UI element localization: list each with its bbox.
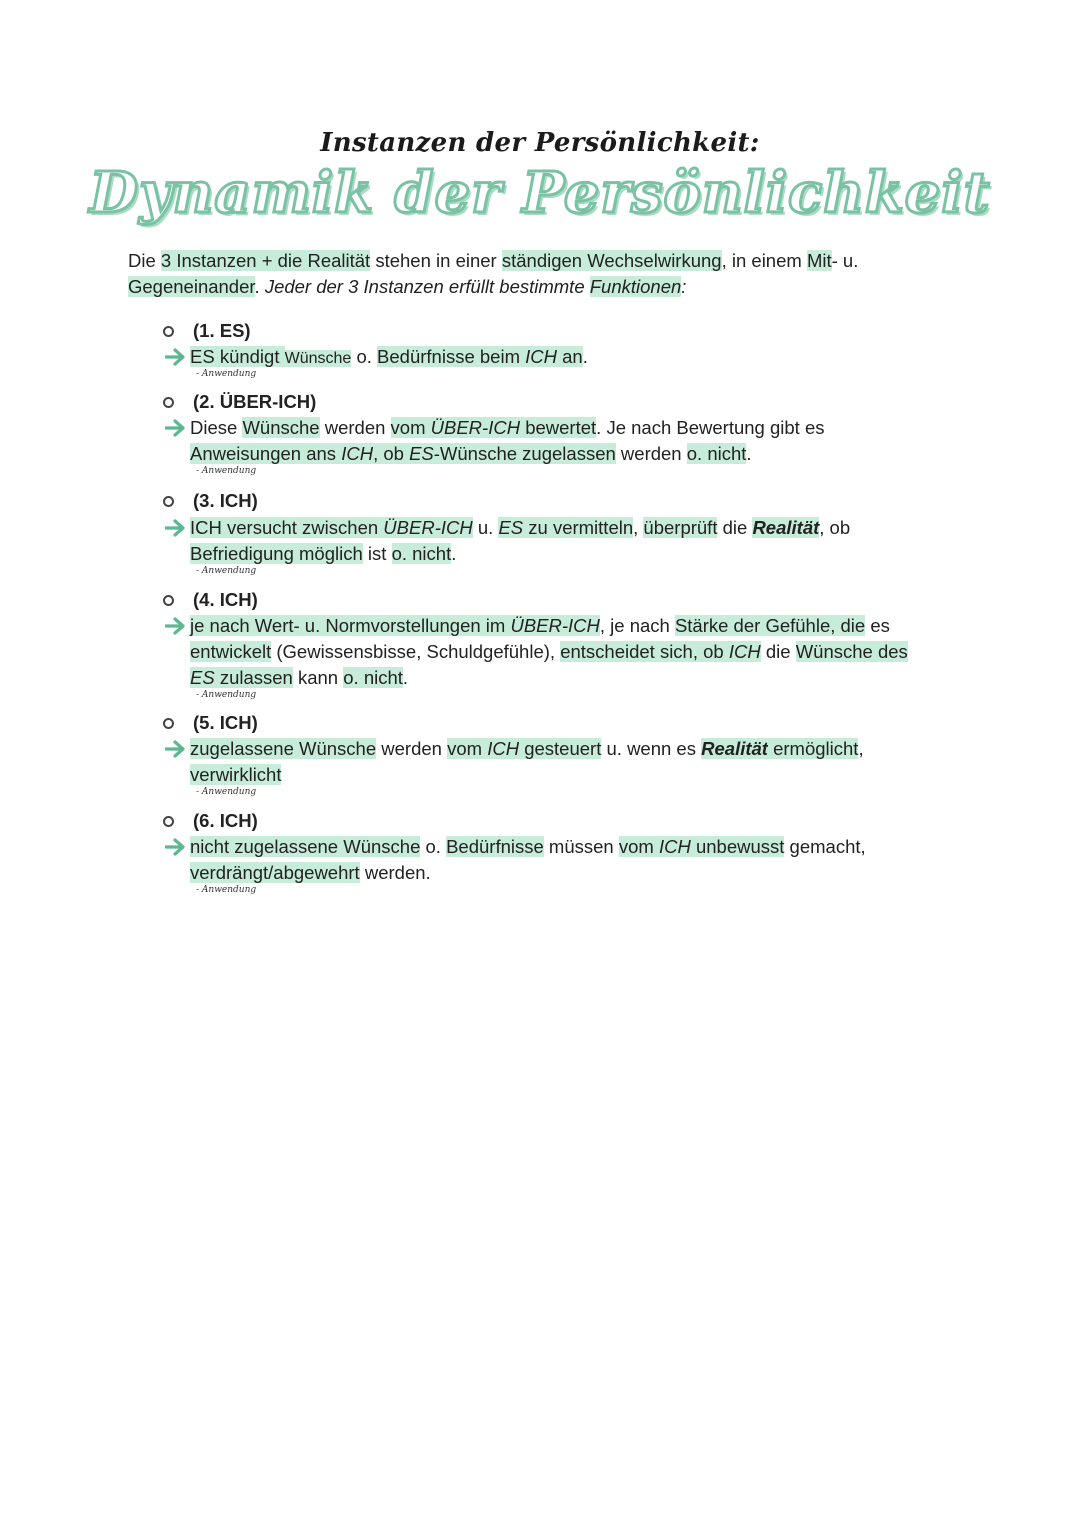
body-text: werden bbox=[615, 443, 687, 464]
annotation-note: - Anwendung bbox=[196, 885, 257, 895]
intro-paragraph bbox=[128, 248, 938, 300]
item-heading bbox=[163, 488, 258, 514]
body-highlight: verdrängt/abgewehrt bbox=[190, 862, 360, 883]
body-highlight: Wünsche des bbox=[795, 641, 908, 662]
body-highlight: , ob bbox=[373, 443, 410, 464]
body-highlight: vom bbox=[390, 417, 431, 438]
body-text: , bbox=[858, 738, 864, 759]
body-text: es bbox=[865, 615, 890, 636]
body-highlight: ÜBER-ICH bbox=[383, 517, 473, 538]
body-highlight: ES bbox=[498, 517, 524, 538]
body-text: kann bbox=[292, 667, 344, 688]
annotation-note: - Anwendung bbox=[196, 566, 257, 576]
item-heading-text: (1. ES) bbox=[193, 320, 251, 341]
body-highlight: ES bbox=[190, 667, 215, 688]
body-highlight: unbewusst bbox=[690, 836, 785, 857]
body-text: müssen bbox=[543, 836, 619, 857]
body-highlight: zulassen bbox=[214, 667, 293, 688]
item-body bbox=[165, 344, 965, 372]
item-body bbox=[165, 736, 965, 788]
item-body bbox=[165, 515, 965, 567]
item-heading-text: (2. ÜBER-ICH) bbox=[193, 391, 317, 412]
intro-text: Jeder der 3 Instanzen erfüllt bestimmte bbox=[264, 276, 590, 297]
item-heading-text: (4. ICH) bbox=[193, 589, 258, 610]
body-text: o. bbox=[420, 836, 447, 857]
item-body bbox=[165, 415, 965, 467]
body-highlight: o. nicht bbox=[686, 443, 747, 464]
body-highlight: ÜBER-ICH bbox=[430, 417, 521, 438]
arrow-right-icon bbox=[165, 347, 187, 367]
intro-highlight: Mit bbox=[806, 250, 832, 271]
item-heading bbox=[163, 587, 258, 613]
body-highlight: o. nicht bbox=[391, 543, 452, 564]
body-text: Diese bbox=[190, 417, 243, 438]
body-highlight: vom bbox=[618, 836, 659, 857]
body-highlight: Anweisungen ans bbox=[190, 443, 342, 464]
body-highlight: vom bbox=[447, 738, 488, 759]
body-highlight: zugelassene Wünsche bbox=[190, 738, 377, 759]
body-highlight: bewertet bbox=[520, 417, 597, 438]
item-body bbox=[165, 834, 965, 886]
body-text: die bbox=[717, 517, 753, 538]
body-highlight: an bbox=[557, 346, 583, 367]
annotation-note: - Anwendung bbox=[196, 369, 257, 379]
item-heading bbox=[163, 318, 251, 344]
body-text: . bbox=[402, 667, 409, 688]
body-text: . bbox=[582, 346, 588, 367]
intro-highlight: Funktionen bbox=[589, 276, 682, 297]
body-highlight: Stärke der Gefühle, die bbox=[674, 615, 866, 636]
body-text: u. wenn es bbox=[601, 738, 702, 759]
annotation-note: - Anwendung bbox=[196, 787, 257, 797]
body-text: , bbox=[633, 517, 644, 538]
body-highlight: ICH bbox=[341, 443, 374, 464]
body-highlight: überprüft bbox=[643, 517, 718, 538]
body-text: , ob bbox=[819, 517, 851, 538]
body-text: (Gewissensbisse, Schuldgefühle), bbox=[271, 641, 561, 662]
bullet-icon bbox=[163, 718, 174, 729]
body-highlight: entwickelt bbox=[190, 641, 272, 662]
intro-highlight: 3 Instanzen + die Realität bbox=[160, 250, 371, 271]
body-highlight: Wünsche bbox=[242, 417, 320, 438]
arrow-right-icon bbox=[165, 418, 187, 438]
body-highlight: Bedürfnisse beim bbox=[377, 346, 526, 367]
body-highlight: Realität bbox=[701, 738, 768, 759]
body-highlight: -Wünsche zugelassen bbox=[433, 443, 616, 464]
arrow-right-icon bbox=[165, 739, 187, 759]
body-highlight: ES bbox=[409, 443, 434, 464]
bullet-icon bbox=[163, 816, 174, 827]
intro-highlight: Gegeneinander bbox=[128, 276, 255, 297]
body-text: ist bbox=[362, 543, 392, 564]
page-subtitle: Instanzen der Persönlichkeit: bbox=[320, 128, 760, 158]
bullet-icon bbox=[163, 496, 174, 507]
body-highlight: gesteuert bbox=[519, 738, 602, 759]
body-text: , je nach bbox=[599, 615, 675, 636]
intro-text: stehen in einer bbox=[370, 250, 502, 271]
body-highlight: zu vermitteln bbox=[523, 517, 634, 538]
body-highlight: ICH bbox=[525, 346, 557, 367]
bullet-icon bbox=[163, 595, 174, 606]
body-highlight: entscheidet sich, ob bbox=[560, 641, 729, 662]
body-text: . bbox=[746, 443, 752, 464]
body-highlight: verwirklicht bbox=[190, 764, 282, 785]
body-highlight: Befriedigung möglich bbox=[190, 543, 363, 564]
body-highlight: ICH bbox=[728, 641, 761, 662]
annotation-note: - Anwendung bbox=[196, 466, 257, 476]
bullet-icon bbox=[163, 326, 174, 337]
body-text: werden bbox=[319, 417, 391, 438]
item-heading-text: (5. ICH) bbox=[193, 712, 258, 733]
bullet-icon bbox=[163, 397, 174, 408]
arrow-right-icon bbox=[165, 837, 187, 857]
annotation-note: - Anwendung bbox=[196, 690, 257, 700]
item-heading bbox=[163, 808, 258, 834]
intro-text: Die bbox=[128, 250, 161, 271]
page-title: Dynamik der Persönlichkeit bbox=[89, 160, 991, 226]
arrow-right-icon bbox=[165, 518, 187, 538]
body-highlight: ICH bbox=[487, 738, 520, 759]
intro-text: . bbox=[254, 276, 265, 297]
item-heading-text: (6. ICH) bbox=[193, 810, 258, 831]
body-highlight: ermöglicht bbox=[767, 738, 859, 759]
intro-text: - u. bbox=[831, 250, 859, 271]
item-heading bbox=[163, 710, 258, 736]
body-text: u. bbox=[472, 517, 499, 538]
body-text: die bbox=[760, 641, 796, 662]
item-body bbox=[165, 613, 965, 691]
body-highlight: ES kündigt bbox=[190, 346, 285, 367]
body-highlight: ICH versucht zwischen bbox=[190, 517, 384, 538]
body-highlight: ÜBER-ICH bbox=[510, 615, 600, 636]
body-text: werden bbox=[376, 738, 448, 759]
body-text: o. bbox=[351, 346, 378, 367]
body-highlight: Bedürfnisse bbox=[446, 836, 544, 857]
intro-text: : bbox=[681, 276, 687, 297]
body-text: werden. bbox=[359, 862, 431, 883]
item-heading bbox=[163, 389, 316, 415]
body-text: . Je nach Bewertung gibt es bbox=[596, 417, 825, 438]
body-highlight: nicht zugelassene Wünsche bbox=[190, 836, 421, 857]
arrow-right-icon bbox=[165, 616, 187, 636]
intro-text: , in einem bbox=[721, 250, 807, 271]
body-highlight: je nach Wert- u. Normvorstellungen im bbox=[190, 615, 511, 636]
intro-highlight: ständigen Wechselwirkung bbox=[501, 250, 722, 271]
body-highlight: ICH bbox=[658, 836, 691, 857]
body-text: . bbox=[451, 543, 457, 564]
item-heading-text: (3. ICH) bbox=[193, 490, 258, 511]
body-text: gemacht, bbox=[784, 836, 866, 857]
body-highlight: Wünsche bbox=[284, 350, 352, 367]
body-highlight: o. nicht bbox=[343, 667, 403, 688]
body-highlight: Realität bbox=[752, 517, 820, 538]
